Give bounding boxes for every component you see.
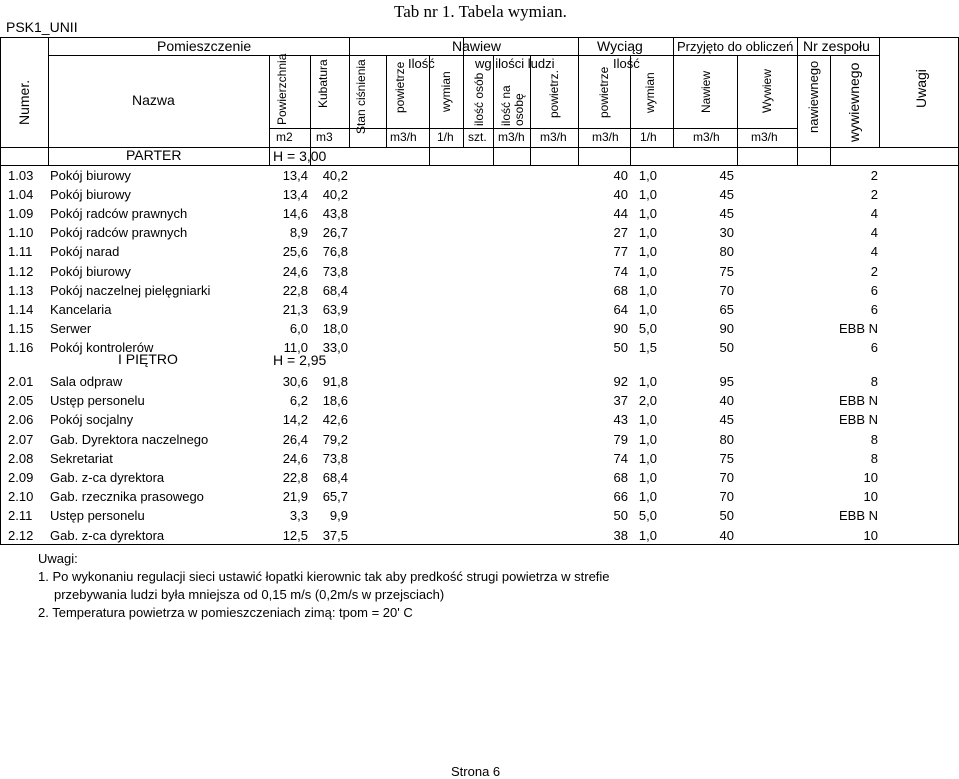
- cell-area: 21,3: [282, 301, 308, 317]
- cell-name: Gab. Dyrektora naczelnego: [50, 431, 209, 447]
- cell-exhaust-air: 79: [613, 431, 628, 447]
- cell-number: 2.06: [8, 412, 34, 428]
- cell-unit-number: 4: [870, 225, 878, 241]
- cell-supply-accepted: 70: [719, 470, 734, 485]
- cell-unit-number: 2: [870, 168, 878, 183]
- cell-exchange-rate: 1,0: [638, 489, 657, 505]
- cell-name: Pokój biurowy: [50, 187, 131, 203]
- cell-volume: 43,8: [322, 206, 348, 222]
- cell-number: 1.03: [8, 168, 34, 183]
- cell-exhaust-air: 68: [613, 470, 628, 485]
- cell-volume: 18,6: [322, 393, 348, 409]
- cell-supply-accepted: 70: [719, 489, 734, 505]
- cell-area: 26,4: [282, 431, 308, 447]
- cell-exchange-rate: 2,0: [638, 393, 657, 409]
- cell-exhaust-air: 66: [613, 489, 628, 505]
- cell-volume: 40,2: [322, 168, 348, 183]
- cell-volume: 37,5: [322, 527, 348, 543]
- header-nawiew: Nawiew: [452, 38, 502, 54]
- cell-exhaust-air: 43: [613, 412, 628, 428]
- header-kubatura: Kubatura: [316, 59, 330, 108]
- cell-unit-number: 8: [870, 374, 878, 389]
- cell-unit-number: 4: [870, 206, 878, 222]
- cell-supply-accepted: 90: [719, 320, 734, 336]
- cell-name: Pokój radców prawnych: [50, 206, 188, 222]
- cell-unit-number: 10: [863, 527, 878, 543]
- cell-unit-number: EBB N: [838, 393, 878, 409]
- cell-name: Ustęp personelu: [50, 508, 145, 524]
- cell-area: 12,5: [282, 527, 308, 543]
- header-ilosc-na: ilość na: [499, 85, 513, 126]
- cell-supply-accepted: 30: [719, 225, 734, 241]
- cell-volume: 40,2: [322, 187, 348, 203]
- cell-unit-number: 6: [870, 301, 878, 317]
- cell-exchange-rate: 1,0: [638, 301, 657, 317]
- document-code: PSK1_UNII: [6, 19, 78, 35]
- unit-m3h-4: m3/h: [592, 130, 619, 144]
- cell-volume: 42,6: [322, 412, 348, 428]
- cell-exchange-rate: 1,0: [638, 412, 657, 428]
- header-nazwa: Nazwa: [132, 92, 175, 108]
- header-powietrze2: powietrze: [597, 66, 611, 118]
- cell-number: 1.12: [8, 263, 34, 279]
- cell-volume: 65,7: [322, 489, 348, 505]
- cell-exhaust-air: 74: [613, 263, 628, 279]
- cell-number: 1.14: [8, 301, 34, 317]
- cell-exhaust-air: 90: [613, 320, 628, 336]
- header-wywiewnego: wywiewnego: [846, 62, 862, 142]
- cell-volume: 9,9: [329, 508, 348, 524]
- cell-exchange-rate: 1,0: [638, 450, 657, 466]
- cell-unit-number: 6: [870, 282, 878, 298]
- cell-unit-number: 8: [870, 450, 878, 466]
- header-wg-ilosci: wg ilości ludzi: [475, 56, 555, 71]
- cell-name: Pokój radców prawnych: [50, 225, 188, 241]
- cell-area: 13,4: [282, 168, 308, 183]
- cell-number: 2.01: [8, 374, 34, 389]
- cell-supply-accepted: 65: [719, 301, 734, 317]
- cell-exchange-rate: 1,0: [638, 431, 657, 447]
- cell-volume: 73,8: [322, 263, 348, 279]
- cell-supply-accepted: 45: [719, 412, 734, 428]
- cell-volume: 79,2: [322, 431, 348, 447]
- cell-exhaust-air: 38: [613, 527, 628, 543]
- cell-name: Pokój biurowy: [50, 168, 131, 183]
- header-wyciag: Wyciąg: [597, 38, 643, 54]
- cell-volume: 76,8: [322, 244, 348, 260]
- cell-area: 8,9: [289, 225, 308, 241]
- cell-unit-number: 8: [870, 431, 878, 447]
- cell-supply-accepted: 45: [719, 206, 734, 222]
- cell-supply-accepted: 70: [719, 282, 734, 298]
- cell-supply-accepted: 75: [719, 263, 734, 279]
- cell-exchange-rate: 5,0: [638, 320, 657, 336]
- cell-area: 24,6: [282, 450, 308, 466]
- cell-exhaust-air: 50: [613, 339, 628, 355]
- header-ilosc-osob: ilość osób: [472, 72, 486, 126]
- notes-title: Uwagi:: [38, 551, 78, 566]
- header-numer: Numer.: [16, 79, 32, 125]
- cell-exchange-rate: 1,0: [638, 225, 657, 241]
- cell-area: 24,6: [282, 263, 308, 279]
- cell-supply-accepted: 45: [719, 187, 734, 203]
- cell-name: Pokój narad: [50, 244, 120, 260]
- cell-volume: 91,8: [322, 374, 348, 389]
- cell-name: Pokój socjalny: [50, 412, 134, 428]
- cell-supply-accepted: 40: [719, 527, 734, 543]
- cell-exchange-rate: 1,0: [638, 282, 657, 298]
- cell-area: 6,2: [289, 393, 308, 409]
- cell-volume: 33,0: [322, 339, 348, 355]
- cell-number: 1.13: [8, 282, 34, 298]
- header-wymian2: wymian: [643, 72, 657, 113]
- cell-number: 1.04: [8, 187, 34, 203]
- cell-name: Serwer: [50, 320, 92, 336]
- header-uwagi: Uwagi: [913, 69, 929, 108]
- cell-number: 2.05: [8, 393, 34, 409]
- cell-number: 1.15: [8, 320, 34, 336]
- cell-exchange-rate: 1,0: [638, 168, 657, 183]
- unit-1h-1: 1/h: [437, 130, 454, 144]
- cell-number: 2.10: [8, 489, 34, 505]
- cell-exhaust-air: 68: [613, 282, 628, 298]
- cell-exchange-rate: 1,0: [638, 206, 657, 222]
- notes-line-2: przebywania ludzi była mniejsza od 0,15 m/s (0,2m/s w przejsciach): [54, 587, 445, 602]
- cell-unit-number: 2: [870, 187, 878, 203]
- cell-unit-number: 10: [863, 470, 878, 485]
- cell-number: 2.09: [8, 470, 34, 485]
- cell-name: Pokój biurowy: [50, 263, 131, 279]
- header-przyjeto: Przyjęto do obliczeń: [677, 39, 794, 54]
- cell-area: 22,8: [282, 282, 308, 298]
- header-nr-zespolu: Nr zespołu: [803, 38, 870, 54]
- cell-supply-accepted: 75: [719, 450, 734, 466]
- cell-name: Gab. z-ca dyrektora: [50, 527, 165, 543]
- cell-unit-number: 10: [863, 489, 878, 505]
- cell-supply-accepted: 95: [719, 374, 734, 389]
- cell-supply-accepted: 45: [719, 168, 734, 183]
- cell-exhaust-air: 64: [613, 301, 628, 317]
- cell-number: 1.09: [8, 206, 34, 222]
- header-powietrz: powietrz.: [547, 69, 561, 118]
- notes-line-1: 1. Po wykonaniu regulacji sieci ustawić łopatki kierownic tak aby predkość strugi powietrza w strefie: [38, 569, 610, 584]
- cell-number: 2.07: [8, 431, 34, 447]
- notes-line-3: 2. Temperatura powietrza w pomieszczeniach zimą: tpom = 20' C: [38, 605, 413, 620]
- section-parter-label: PARTER: [126, 147, 182, 163]
- cell-unit-number: EBB N: [838, 320, 878, 336]
- header-powietrze1: powietrze: [393, 61, 407, 113]
- cell-unit-number: 6: [870, 339, 878, 355]
- header-nawiew-col: Nawiew: [699, 70, 713, 113]
- cell-area: 30,6: [282, 374, 308, 389]
- page-number: Strona 6: [451, 764, 501, 779]
- cell-exhaust-air: 77: [613, 244, 628, 260]
- header-wymian1: wymian: [439, 71, 453, 112]
- cell-exchange-rate: 1,5: [638, 339, 657, 355]
- section-pietro-height: H = 2,95: [273, 352, 327, 368]
- cell-area: 6,0: [289, 320, 308, 336]
- cell-exchange-rate: 1,0: [638, 527, 657, 543]
- unit-szt: szt.: [468, 130, 487, 144]
- cell-exchange-rate: 1,0: [638, 187, 657, 203]
- cell-name: Gab. rzecznika prasowego: [50, 489, 204, 505]
- unit-m3h-3: m3/h: [540, 130, 567, 144]
- header-stan: Stan ciśnienia: [354, 59, 368, 134]
- cell-name: Kancelaria: [50, 301, 112, 317]
- header-ilosc-nawiew: Ilość: [408, 56, 435, 71]
- cell-number: 1.10: [8, 225, 34, 241]
- cell-area: 14,2: [282, 412, 308, 428]
- cell-number: 1.11: [8, 244, 33, 260]
- cell-supply-accepted: 40: [719, 393, 734, 409]
- cell-exhaust-air: 40: [613, 187, 628, 203]
- cell-name: Pokój naczelnej pielęgniarki: [50, 282, 211, 298]
- header-powierzchnia: Powierzchnia: [275, 53, 289, 125]
- cell-volume: 18,0: [322, 320, 348, 336]
- cell-unit-number: 4: [870, 244, 878, 260]
- unit-m3h-5: m3/h: [693, 130, 720, 144]
- cell-exchange-rate: 1,0: [638, 374, 657, 389]
- cell-unit-number: EBB N: [838, 412, 878, 428]
- cell-supply-accepted: 50: [719, 339, 734, 355]
- unit-1h-2: 1/h: [640, 130, 657, 144]
- cell-number: 2.12: [8, 527, 34, 543]
- cell-area: 25,6: [282, 244, 308, 260]
- cell-exchange-rate: 1,0: [638, 244, 657, 260]
- cell-area: 11,0: [283, 339, 308, 355]
- cell-volume: 68,4: [322, 282, 348, 298]
- header-ilosc-wyciag: Ilość: [613, 56, 640, 71]
- cell-name: Gab. z-ca dyrektora: [50, 470, 165, 485]
- cell-number: 2.11: [8, 508, 33, 524]
- cell-name: Sekretariat: [50, 450, 113, 466]
- cell-name: Ustęp personelu: [50, 393, 145, 409]
- unit-m2: m2: [276, 130, 293, 144]
- section-parter-height: H = 3,00: [273, 148, 327, 164]
- unit-m3: m3: [316, 130, 333, 144]
- cell-number: 1.16: [8, 339, 34, 355]
- cell-area: 13,4: [282, 187, 308, 203]
- cell-name: Sala odpraw: [50, 374, 123, 389]
- header-wywiew-col: Wywiew: [760, 69, 774, 113]
- cell-area: 22,8: [282, 470, 308, 485]
- cell-supply-accepted: 80: [719, 431, 734, 447]
- cell-number: 2.08: [8, 450, 34, 466]
- cell-exhaust-air: 44: [613, 206, 628, 222]
- cell-volume: 73,8: [322, 450, 348, 466]
- cell-exhaust-air: 74: [613, 450, 628, 466]
- cell-area: 21,9: [282, 489, 308, 505]
- cell-unit-number: EBB N: [838, 508, 878, 524]
- cell-exhaust-air: 27: [613, 225, 628, 241]
- header-nawiewnego: nawiewnego: [806, 60, 821, 133]
- cell-volume: 26,7: [322, 225, 348, 241]
- cell-volume: 68,4: [322, 470, 348, 485]
- cell-exhaust-air: 50: [613, 508, 628, 524]
- cell-exhaust-air: 92: [613, 374, 628, 389]
- unit-m3h-6: m3/h: [751, 130, 778, 144]
- cell-name: Pokój kontrolerów: [50, 339, 154, 355]
- cell-area: 3,3: [289, 508, 308, 524]
- section-pietro-label: I PIĘTRO: [118, 351, 178, 367]
- header-osobe: osobę: [512, 93, 526, 126]
- cell-exchange-rate: 5,0: [638, 508, 657, 524]
- cell-supply-accepted: 80: [719, 244, 734, 260]
- header-pomieszczenie: Pomieszczenie: [157, 38, 252, 54]
- cell-area: 14,6: [282, 206, 308, 222]
- cell-exchange-rate: 1,0: [638, 470, 657, 485]
- cell-volume: 63,9: [322, 301, 348, 317]
- unit-m3h-1: m3/h: [390, 130, 417, 144]
- cell-supply-accepted: 50: [719, 508, 734, 524]
- document-title: Tab nr 1. Tabela wymian.: [394, 2, 567, 21]
- cell-exhaust-air: 40: [613, 168, 628, 183]
- unit-m3h-2: m3/h: [498, 130, 525, 144]
- cell-exhaust-air: 37: [613, 393, 628, 409]
- cell-exchange-rate: 1,0: [638, 263, 657, 279]
- cell-unit-number: 2: [870, 263, 878, 279]
